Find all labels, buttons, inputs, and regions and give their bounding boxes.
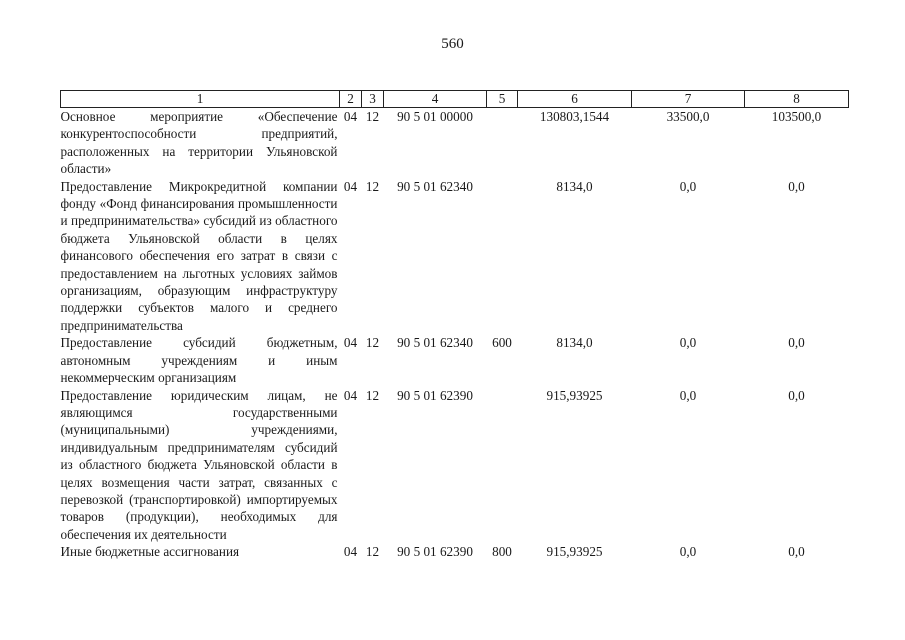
budget-table [60,90,849,561]
header-row [61,91,849,108]
amount-col8: 0,0 [788,178,805,194]
column-header: 3 [362,91,384,108]
expense-type-code [487,387,518,544]
amount-col8: 103500,0 [771,109,822,124]
table-row [61,387,849,544]
section-code: 04 [343,109,358,124]
table-row [61,178,849,335]
column-header: 5 [487,91,518,108]
subsection-code: 12 [365,178,380,194]
expense-type-code: 600 [492,335,512,351]
amount-col7: 0,0 [679,178,697,194]
target-article-code: 90 5 01 62340 [397,178,473,194]
item-name: Предоставление субсидий бюджетным, автономным учреждениям и иным некоммерческим организациям [60,335,338,386]
amount-col6: 8134,0 [556,178,593,194]
table-row [61,108,849,178]
target-article-code: 90 5 01 62390 [397,544,473,560]
item-name: Предоставление Микрокредитной компании фонду «Фонд финансирования промышленности и предпринимательства» субсидий из областного бюджета Ульяновской области в целях финансового обеспечения его затрат в связи с предоставлением на льготных условиях займов организациям, образующим инфраструктуру поддержки субъектов малого и среднего предпринимательства [60,178,338,333]
item-name: Предоставление юридическим лицам, не являющимся государственными (муниципальными) учреждениями, индивидуальным предпринимателям субсидий из областного бюджета Ульяновской области в целях возмещения части затрат, связанных с перевозкой (транспортировкой) импортируемых товаров (продукции), необходимых для обеспечения их деятельности [60,387,338,542]
page-number: 560 [441,36,464,52]
subsection-code: 12 [365,544,380,560]
expense-type-code [487,108,518,178]
amount-col6: 8134,0 [556,335,593,351]
amount-col7: 0,0 [679,335,697,351]
section-code: 04 [343,178,358,194]
amount-col7: 0,0 [679,387,697,403]
column-header: 2 [340,91,362,108]
amount-col7: 33500,0 [666,109,710,124]
section-code: 04 [343,544,358,560]
section-code: 04 [343,335,358,351]
table-row [61,334,849,386]
section-code: 04 [343,387,358,403]
item-name: Иные бюджетные ассигнования [60,544,240,560]
amount-col8: 0,0 [788,387,805,403]
column-header: 8 [745,91,849,108]
subsection-code: 12 [365,109,380,124]
target-article-code: 90 5 01 62390 [397,387,473,403]
table-row [61,543,849,560]
subsection-code: 12 [365,387,380,403]
target-article-code: 90 5 01 00000 [397,109,473,124]
amount-col7: 0,0 [679,544,697,560]
amount-col8: 0,0 [788,335,805,351]
item-name: Основное мероприятие «Обеспечение конкурентоспособности предприятий, расположенных на территории Ульяновской области» [60,109,338,177]
subsection-code: 12 [365,335,380,351]
column-header: 7 [632,91,745,108]
target-article-code: 90 5 01 62340 [397,335,473,351]
amount-col8: 0,0 [788,544,805,560]
column-header: 4 [384,91,487,108]
amount-col6: 915,93925 [546,544,603,560]
amount-col6: 130803,1544 [539,109,610,124]
expense-type-code: 800 [492,544,512,560]
amount-col6: 915,93925 [546,387,603,403]
column-header: 6 [518,91,632,108]
expense-type-code [487,178,518,335]
column-header: 1 [61,91,340,108]
